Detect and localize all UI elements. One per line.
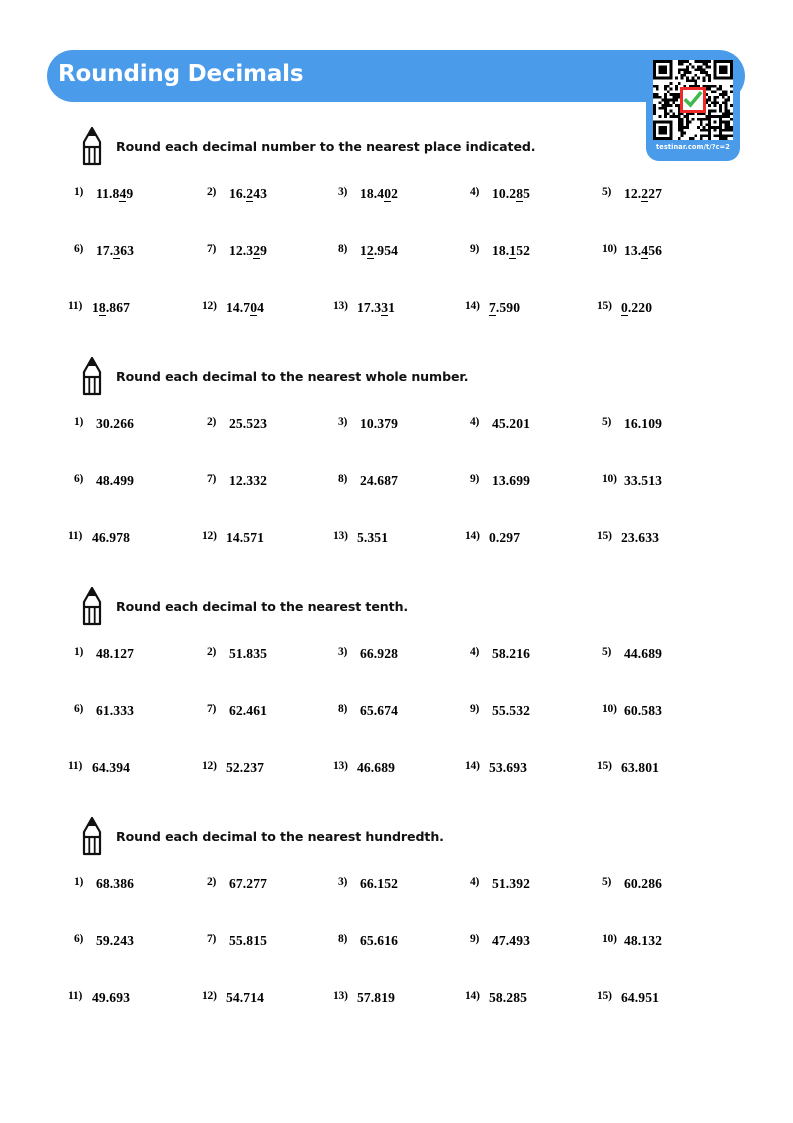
problem-number: 11) [68,760,83,772]
problem-number: 13) [333,300,348,312]
value-prefix: 60.583 [624,703,662,718]
problem-number: 4) [470,186,480,198]
problem-number: 8) [338,473,348,485]
value-prefix: 64.951 [621,990,659,1005]
problem-number: 4) [470,876,480,888]
problem-value[interactable] [96,876,134,892]
section-heading [0,586,793,626]
problem-number: 3) [338,416,348,428]
page-title: Rounding Decimals [58,61,304,87]
value-prefix: 12. [624,186,642,201]
problem-number: 6) [74,933,84,945]
problem-number: 1) [74,416,84,428]
problem-number: 14) [465,760,480,772]
section-heading [0,356,793,396]
problem-value[interactable] [229,416,267,432]
value-prefix: 13.699 [492,473,530,488]
value-prefix: 47.493 [492,933,530,948]
problem-number: 6) [74,703,84,715]
problem-value[interactable] [96,933,134,949]
section-tenth [0,586,793,775]
problem-number: 11) [68,990,83,1002]
underlined-digit: 8 [516,186,524,201]
problem-number: 9) [470,933,480,945]
problem-number: 15) [597,300,612,312]
problem-value[interactable] [621,300,652,316]
problem-value[interactable] [226,530,264,546]
value-prefix: 14.7 [226,300,251,315]
value-prefix: 33.513 [624,473,662,488]
problem-number: 5) [602,646,612,658]
problem-number: 11) [68,530,83,542]
problem-number: 7) [207,703,217,715]
problem-row [0,703,793,729]
value-prefix: 10.2 [492,186,517,201]
value-prefix: 49.693 [92,990,130,1005]
pencil-icon [74,816,110,856]
value-suffix: 2 [391,186,399,201]
problem-value[interactable] [357,760,395,776]
value-prefix: 59.243 [96,933,134,948]
value-suffix: .220 [627,300,653,315]
problem-value[interactable] [360,473,398,489]
underlined-digit: 2 [246,186,254,201]
problem-number: 4) [470,646,480,658]
value-prefix: 17. [96,243,114,258]
problem-number: 14) [465,990,480,1002]
value-suffix: 4 [257,300,265,315]
problem-value[interactable] [360,186,398,202]
problem-number: 9) [470,703,480,715]
value-prefix: 10.379 [360,416,398,431]
value-prefix: 51.835 [229,646,267,661]
value-prefix: 46.689 [357,760,395,775]
value-suffix: 1 [388,300,396,315]
value-prefix: 58.216 [492,646,530,661]
problem-value[interactable] [624,186,662,202]
problem-value[interactable] [492,646,530,662]
problem-number: 8) [338,703,348,715]
underlined-digit: 7 [489,300,496,315]
problem-value[interactable] [96,473,134,489]
problem-number: 10) [602,243,617,255]
problem-value[interactable] [226,300,264,316]
value-prefix: 23.633 [621,530,659,545]
problem-value[interactable] [624,473,662,489]
problem-value[interactable] [489,300,520,316]
underlined-digit: 2 [253,243,261,258]
section-place-indicated [0,126,793,315]
value-prefix: 12.3 [229,243,254,258]
section-heading [0,126,793,166]
problem-value[interactable] [92,760,130,776]
problem-row [0,760,793,786]
problem-number: 7) [207,473,217,485]
problem-number: 12) [202,530,217,542]
problem-number: 4) [470,416,480,428]
problem-value[interactable] [624,876,662,892]
problem-value[interactable] [492,703,530,719]
problem-number: 3) [338,876,348,888]
value-suffix: .867 [105,300,131,315]
problem-number: 14) [465,530,480,542]
problem-value[interactable] [360,703,398,719]
problem-value[interactable] [229,703,267,719]
value-prefix: 64.394 [92,760,130,775]
underlined-digit: 4 [119,186,127,201]
value-prefix: 54.714 [226,990,264,1005]
problem-number: 5) [602,186,612,198]
green-checkmark-icon [680,87,706,113]
value-prefix: 18.4 [360,186,385,201]
problem-value[interactable] [492,243,530,259]
value-prefix: 51.392 [492,876,530,891]
value-suffix: 27 [648,186,662,201]
pencil-icon [74,586,110,626]
value-prefix: 12.332 [229,473,267,488]
problem-value[interactable] [621,760,659,776]
value-prefix: 48.132 [624,933,662,948]
problem-value[interactable] [357,530,388,546]
problem-number: 3) [338,646,348,658]
problem-value[interactable] [96,646,134,662]
value-suffix: 43 [253,186,267,201]
problem-number: 5) [602,416,612,428]
value-prefix: 45.201 [492,416,530,431]
problem-value[interactable] [96,703,134,719]
problem-number: 15) [597,530,612,542]
problem-value[interactable] [489,990,527,1006]
problem-number: 1) [74,876,84,888]
value-prefix: 5.351 [357,530,389,545]
problem-row [0,990,793,1016]
problem-row [0,300,793,326]
problem-value[interactable] [360,876,398,892]
problem-value[interactable] [492,876,530,892]
section-instruction: Round each decimal to the nearest hundredth. [116,829,444,844]
problem-number: 10) [602,933,617,945]
problem-value[interactable] [492,473,530,489]
underlined-digit: 0 [250,300,258,315]
problem-row [0,646,793,672]
value-prefix: 11.8 [96,186,120,201]
problem-row [0,186,793,212]
value-suffix: 63 [120,243,134,258]
problem-number: 14) [465,300,480,312]
underlined-digit: 1 [509,243,517,258]
problem-number: 8) [338,933,348,945]
problem-number: 3) [338,186,348,198]
problem-number: 7) [207,933,217,945]
problem-value[interactable] [226,990,264,1006]
problem-value[interactable] [621,990,659,1006]
underlined-digit: 2 [366,243,374,258]
value-prefix: 18. [492,243,510,258]
section-instruction: Round each decimal to the nearest whole number. [116,369,469,384]
problem-number: 5) [602,876,612,888]
value-prefix: 65.616 [360,933,398,948]
problem-number: 1) [74,646,84,658]
problem-value[interactable] [360,243,398,259]
problem-number: 9) [470,473,480,485]
problem-value[interactable] [624,416,662,432]
value-prefix: 52.237 [226,760,264,775]
problem-number: 10) [602,703,617,715]
problem-value[interactable] [357,990,395,1006]
problem-number: 15) [597,760,612,772]
problem-row [0,876,793,902]
problem-number: 6) [74,243,84,255]
underlined-digit: 3 [113,243,121,258]
problem-value[interactable] [360,646,398,662]
problem-value[interactable] [92,990,130,1006]
section-instruction: Round each decimal to the nearest tenth. [116,599,409,614]
section-whole-number [0,356,793,545]
problem-value[interactable] [360,933,398,949]
value-prefix: 57.819 [357,990,395,1005]
value-suffix: .590 [495,300,521,315]
value-prefix: 66.928 [360,646,398,661]
problem-number: 2) [207,876,217,888]
problem-number: 6) [74,473,84,485]
problem-number: 11) [68,300,83,312]
value-prefix: 61.333 [96,703,134,718]
problem-value[interactable] [624,703,662,719]
value-suffix: 52 [516,243,530,258]
problem-value[interactable] [229,186,267,202]
underlined-digit: 2 [641,186,649,201]
value-prefix: 46.978 [92,530,130,545]
value-prefix: 55.815 [229,933,267,948]
value-prefix: 48.127 [96,646,134,661]
problem-row [0,473,793,499]
section-instruction: Round each decimal number to the nearest place indicated. [116,139,536,154]
problem-value[interactable] [492,186,530,202]
underlined-digit: 3 [381,300,389,315]
value-suffix: 56 [648,243,662,258]
value-suffix: 5 [523,186,531,201]
value-prefix: 16.109 [624,416,662,431]
problem-value[interactable] [229,646,267,662]
problem-number: 9) [470,243,480,255]
value-prefix: 1 [360,243,367,258]
problem-number: 13) [333,530,348,542]
problem-number: 8) [338,243,348,255]
problem-value[interactable] [96,416,134,432]
value-prefix: 1 [92,300,99,315]
problem-value[interactable] [624,933,662,949]
value-prefix: 66.152 [360,876,398,891]
value-suffix: .954 [373,243,399,258]
value-prefix: 60.286 [624,876,662,891]
problem-value[interactable] [624,243,662,259]
problem-value[interactable] [624,646,662,662]
value-prefix: 63.801 [621,760,659,775]
problem-value[interactable] [489,760,527,776]
problem-row [0,933,793,959]
value-prefix: 62.461 [229,703,267,718]
underlined-digit: 4 [641,243,649,258]
problem-number: 12) [202,990,217,1002]
problem-value[interactable] [229,473,267,489]
problem-value[interactable] [96,243,134,259]
problem-number: 10) [602,473,617,485]
value-prefix: 17.3 [357,300,382,315]
problem-number: 2) [207,416,217,428]
value-prefix: 13. [624,243,642,258]
value-prefix: 55.532 [492,703,530,718]
value-prefix: 44.689 [624,646,662,661]
value-prefix: 68.386 [96,876,134,891]
problem-value[interactable] [229,933,267,949]
problem-number: 13) [333,990,348,1002]
value-prefix: 58.285 [489,990,527,1005]
problem-value[interactable] [92,300,130,316]
problem-number: 2) [207,186,217,198]
problem-row [0,416,793,442]
problem-value[interactable] [621,530,659,546]
value-suffix: 9 [126,186,134,201]
problem-number: 2) [207,646,217,658]
problem-value[interactable] [492,416,530,432]
problem-number: 12) [202,760,217,772]
problem-value[interactable] [492,933,530,949]
value-prefix: 0.297 [489,530,521,545]
problem-value[interactable] [226,760,264,776]
underlined-digit: 8 [98,300,106,315]
problem-number: 1) [74,186,84,198]
problem-value[interactable] [489,530,520,546]
value-suffix: 9 [260,243,268,258]
value-prefix: 48.499 [96,473,134,488]
value-prefix: 67.277 [229,876,267,891]
problem-value[interactable] [360,416,398,432]
section-hundredth [0,816,793,1005]
qr-url-label: testinar.com/t/?c=2 [656,143,730,151]
problem-value[interactable] [229,876,267,892]
underlined-digit: 0 [621,300,628,315]
section-heading [0,816,793,856]
problem-value[interactable] [357,300,395,316]
value-prefix: 65.674 [360,703,398,718]
problem-value[interactable] [229,243,267,259]
problem-number: 7) [207,243,217,255]
problem-row [0,530,793,556]
value-prefix: 25.523 [229,416,267,431]
value-prefix: 30.266 [96,416,134,431]
pencil-icon [74,356,110,396]
value-prefix: 24.687 [360,473,398,488]
problem-value[interactable] [96,186,133,202]
problem-number: 15) [597,990,612,1002]
problem-number: 12) [202,300,217,312]
pencil-icon [74,126,110,166]
value-prefix: 16. [229,186,247,201]
problem-row [0,243,793,269]
underlined-digit: 0 [384,186,392,201]
value-prefix: 53.693 [489,760,527,775]
problem-value[interactable] [92,530,130,546]
problem-number: 13) [333,760,348,772]
value-prefix: 14.571 [226,530,264,545]
